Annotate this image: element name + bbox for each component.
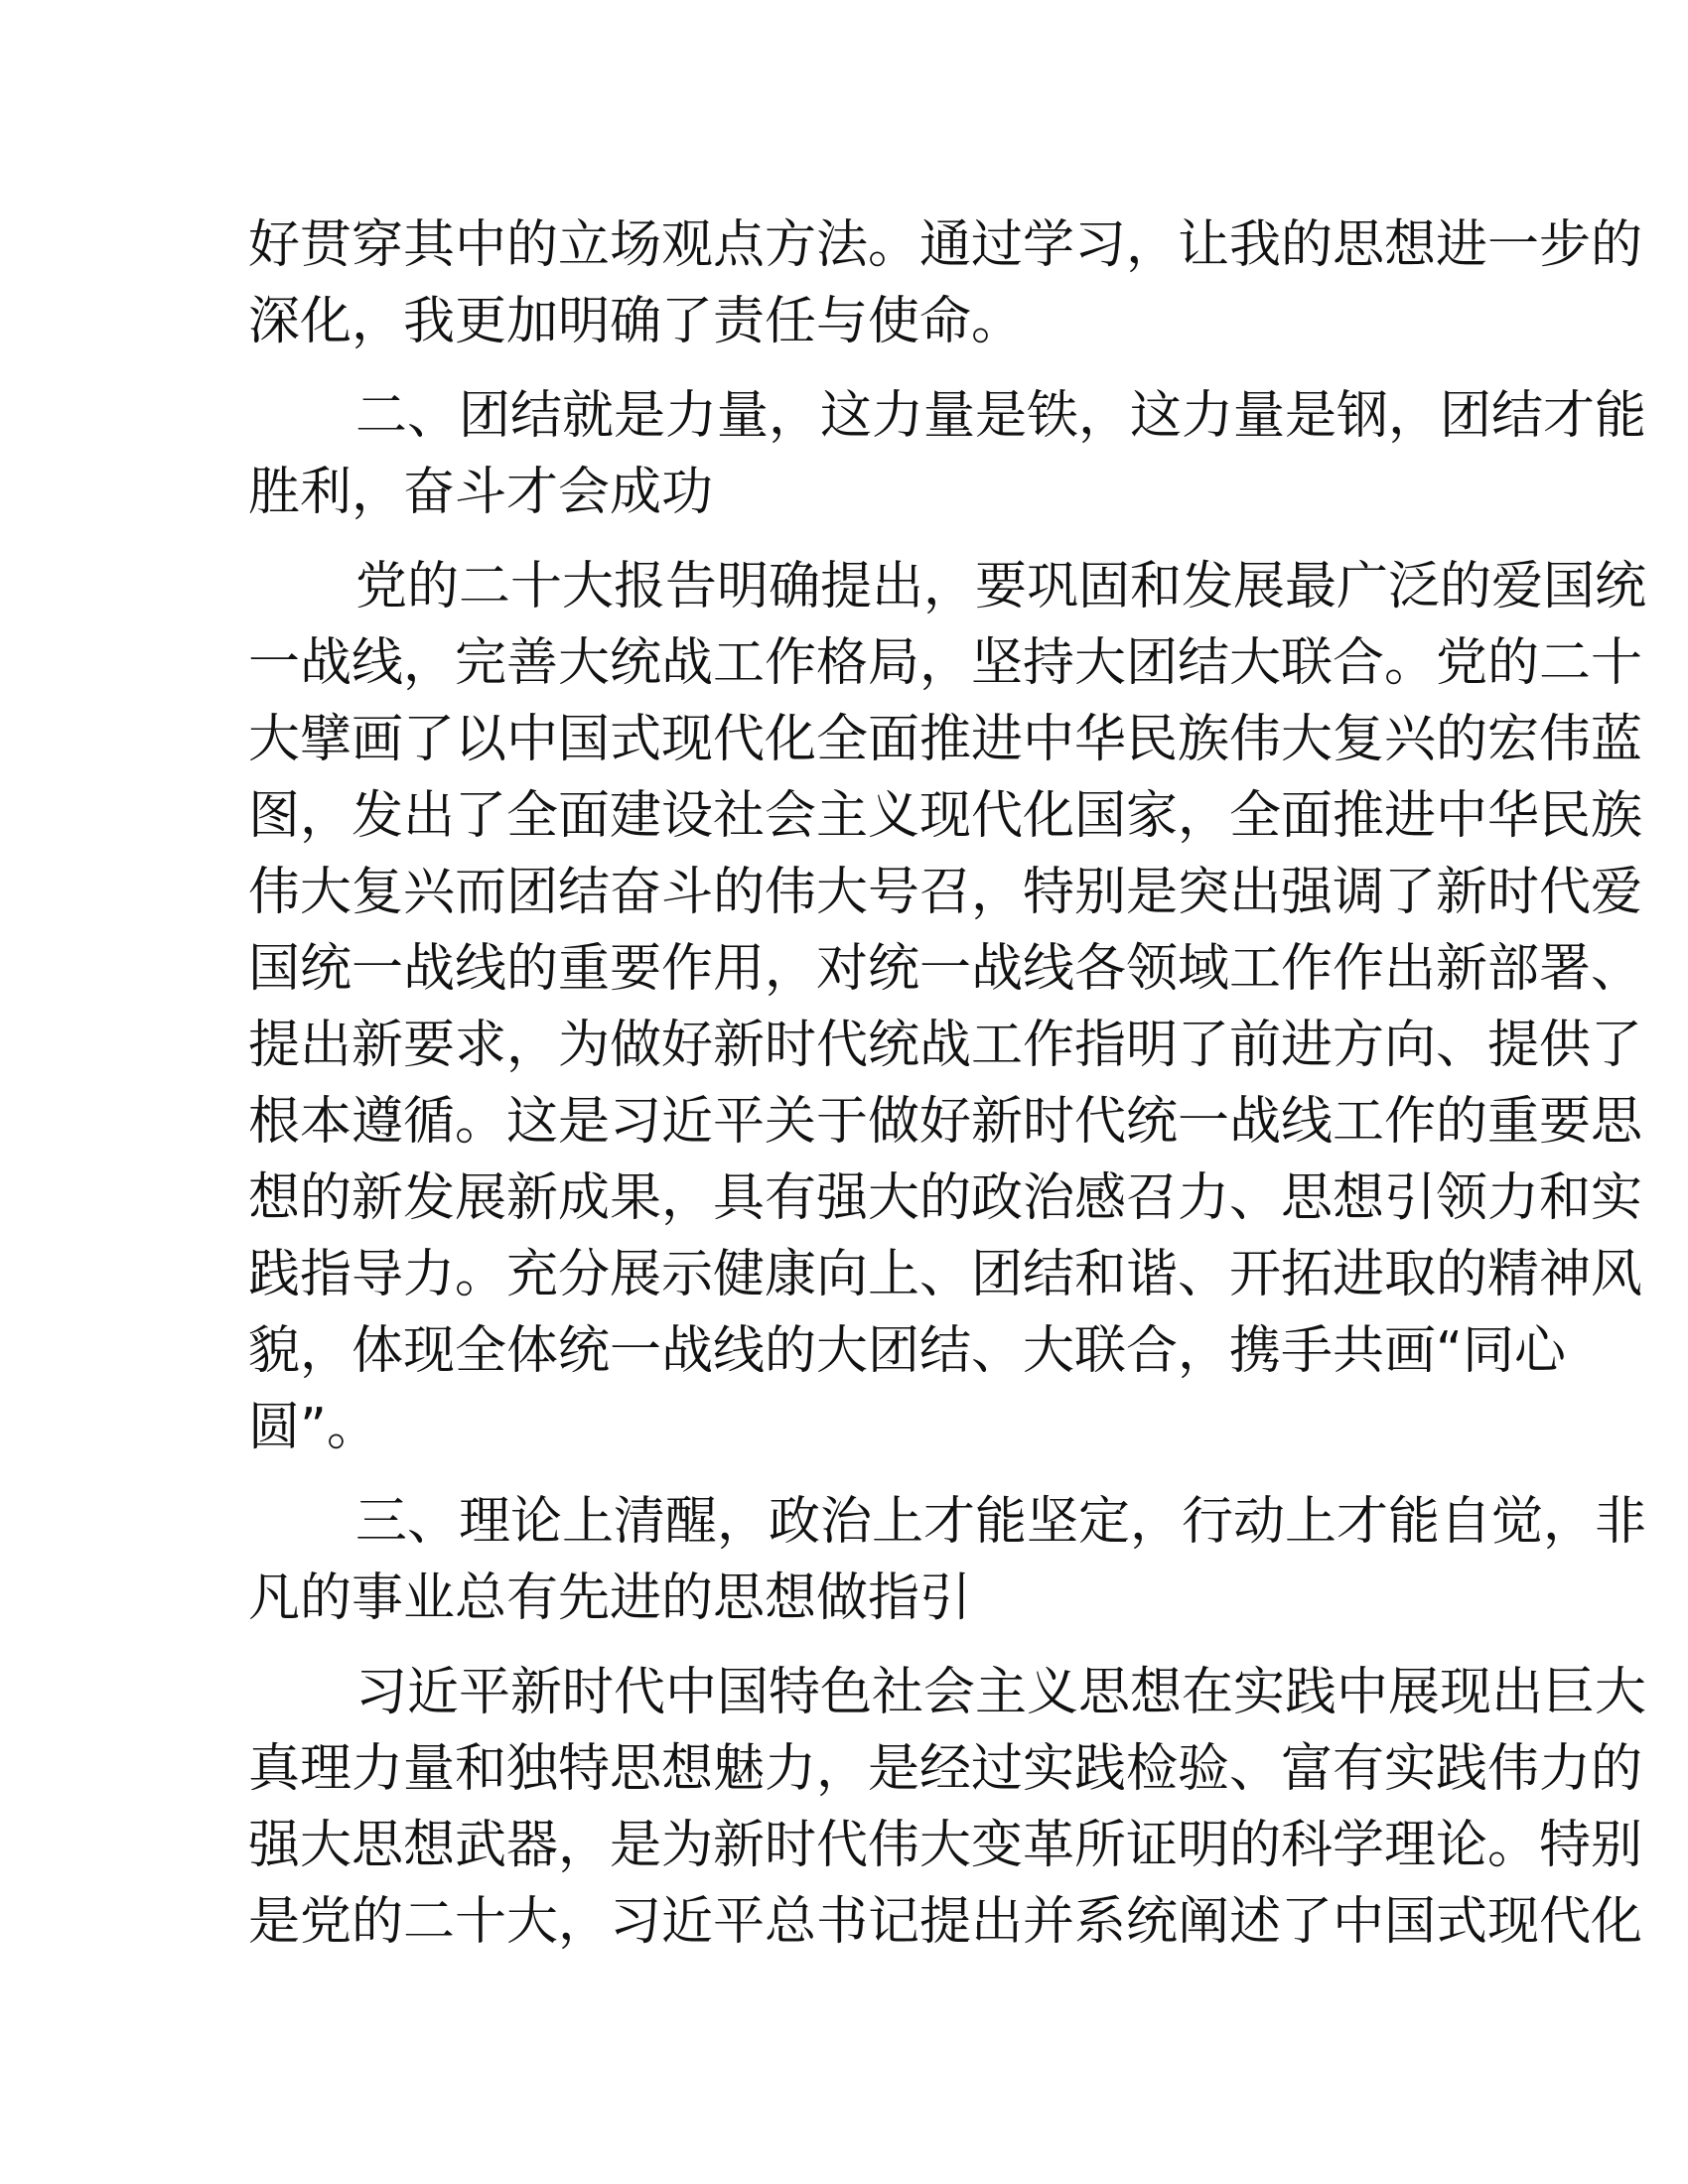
text-line: 是党的二十大，习近平总书记提出并系统阐述了中国式现代化 — [248, 1892, 1643, 1952]
text-line: 党的二十大报告明确提出，要巩固和发展最广泛的爱国统 — [355, 557, 1647, 616]
text-line: 三、理论上清醒，政治上才能坚定，行动上才能自觉，非 — [355, 1492, 1647, 1552]
body-paragraph — [248, 207, 1643, 360]
text-line: 一战线，完善大统战工作格局，坚持大团结大联合。党的二十 — [248, 633, 1643, 693]
section-heading — [248, 1484, 1647, 1637]
text-line: 根本遵循。这是习近平关于做好新时代统一战线工作的重要思 — [248, 1092, 1643, 1152]
text-line: 习近平新时代中国特色社会主义思想在实践中展现出巨大 — [355, 1663, 1647, 1722]
body-paragraph — [248, 1655, 1647, 1961]
text-line: 国统一战线的重要作用，对统一战线各领域工作作出新部署、 — [248, 939, 1643, 999]
document-page — [248, 207, 1647, 1979]
text-line: 好贯穿其中的立场观点方法。通过学习，让我的思想进一步的 — [248, 215, 1643, 275]
text-line: 图，发出了全面建设社会主义现代化国家，全面推进中华民族 — [248, 786, 1643, 846]
text-line: 想的新发展新成果，具有强大的政治感召力、思想引领力和实 — [248, 1168, 1643, 1228]
text-line: 圆”。 — [248, 1398, 378, 1457]
section-heading — [248, 378, 1647, 531]
text-line: 伟大复兴而团结奋斗的伟大号召，特别是突出强调了新时代爱 — [248, 863, 1643, 922]
text-line: 真理力量和独特思想魅力，是经过实践检验、富有实践伟力的 — [248, 1739, 1643, 1799]
text-line: 二、团结就是力量，这力量是铁，这力量是钢，团结才能 — [355, 386, 1647, 446]
text-line: 深化，我更加明确了责任与使命。 — [248, 292, 1024, 351]
text-line: 提出新要求，为做好新时代统战工作指明了前进方向、提供了 — [248, 1016, 1643, 1075]
text-line: 胜利，奋斗才会成功 — [248, 463, 714, 522]
text-line: 强大思想武器，是为新时代伟大变革所证明的科学理论。特别 — [248, 1816, 1643, 1875]
text-line: 大擘画了以中国式现代化全面推进中华民族伟大复兴的宏伟蓝 — [248, 710, 1643, 769]
text-line: 凡的事业总有先进的思想做指引 — [248, 1569, 972, 1628]
text-line: 貌，体现全体统一战线的大团结、大联合，携手共画“同心 — [248, 1321, 1566, 1381]
text-line: 践指导力。充分展示健康向上、团结和谐、开拓进取的精神风 — [248, 1245, 1643, 1304]
body-paragraph — [248, 549, 1647, 1466]
